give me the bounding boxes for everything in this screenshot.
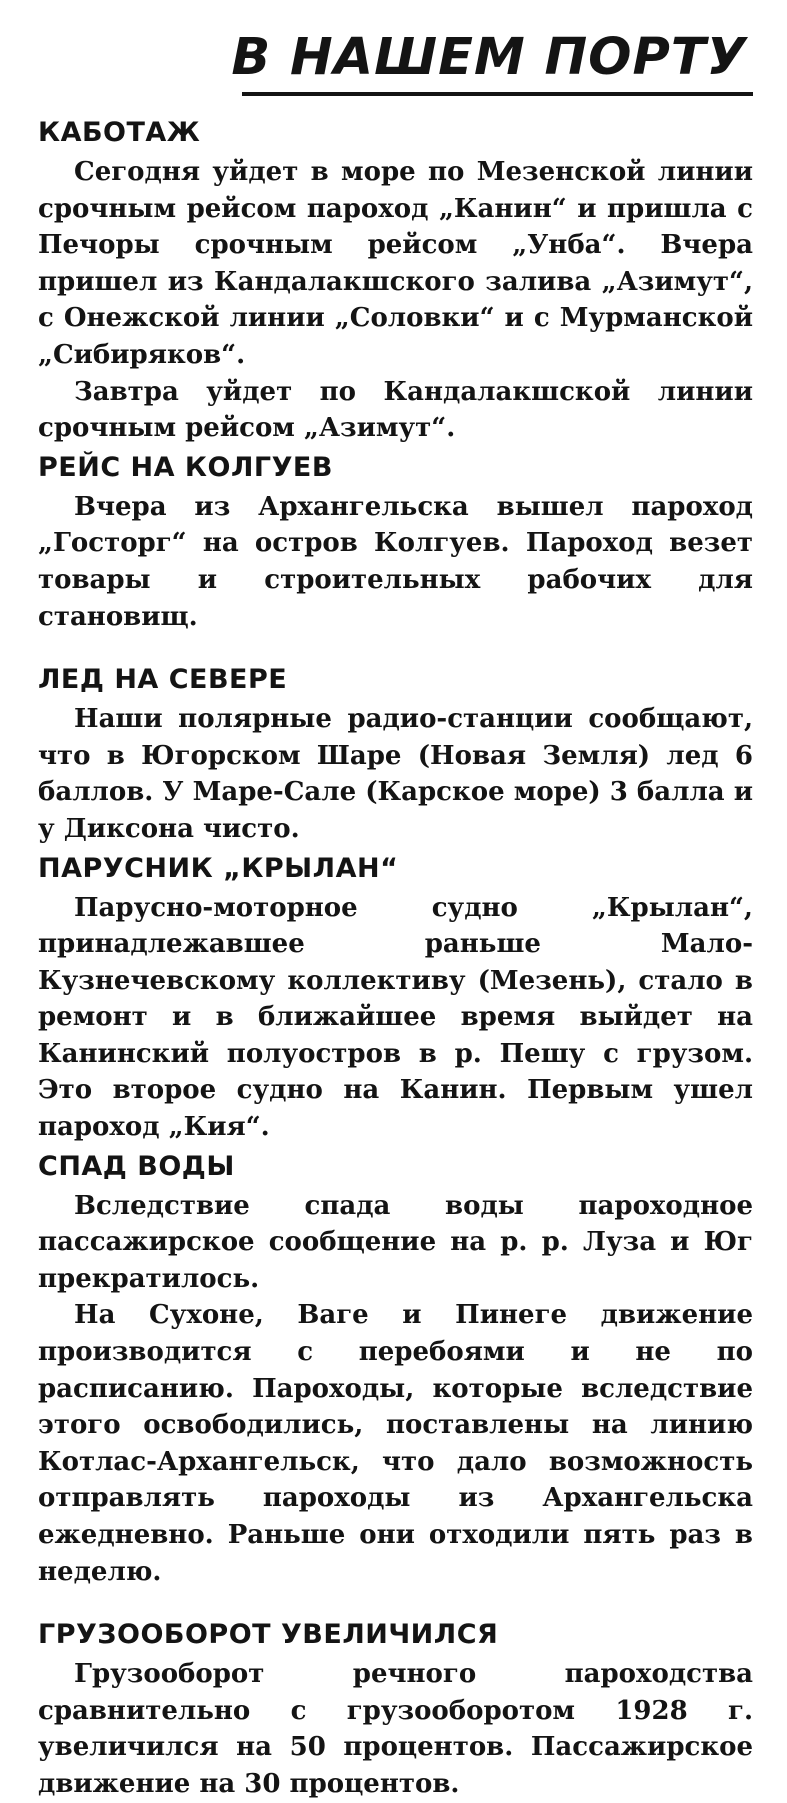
section-heading: СПАД ВОДЫ (38, 1150, 235, 1182)
section-paragraph: Парусно-моторное судно „Крылан“, принадлежавшее раньше Мало-Кузнечевскому коллективу (Мезень), стало в ремонт и в ближайшее время выйдет на Канинский полуостров в р. Пешу с грузом. Это второе судно на Канин. Первым ушел пароход „Кия“. (38, 892, 753, 1143)
section-heading: РЕЙС НА КОЛГУЕВ (38, 451, 333, 483)
section-paragraph: На Сухоне, Ваге и Пинеге движение производится с перебоями и не по расписанию. Пароходы, которые вследствие этого освободились, поставлены на линию Котлас-Архангельск, что дало возможность отправлять пароходы из Архангельска ежедневно. Раньше они отходили пять раз в неделю. (38, 1300, 753, 1587)
section-heading: ПАРУСНИК „КРЫЛАН“ (38, 852, 399, 884)
section-cargo-turnover (38, 1616, 753, 1802)
section-cabotage (38, 114, 753, 447)
section-heading: ЛЕД НА СЕВЕРЕ (38, 664, 288, 696)
section-water-drop (38, 1148, 753, 1591)
section-ice-north (38, 661, 753, 847)
section-paragraph: Сегодня уйдет в море по Мезенской линии срочным рейсом пароход „Канин“ и пришла с Печоры срочным рейсом „Унба“. Вчера пришел из Кандалакшского залива „Азимут“, с Онежской линии „Соловки“ и с Мурманской „Сибиряков“. (38, 157, 753, 370)
section-heading: КАБОТАЖ (38, 117, 201, 148)
section-paragraph: Вчера из Архангельска вышел пароход „Госторг“ на остров Колгуев. Пароход везет товары и строительных рабочих для становищ. (38, 491, 753, 632)
section-sailboat-krylan (38, 850, 753, 1146)
section-paragraph: Завтра уйдет по Кандалакшской линии срочным рейсом „Азимут“. (38, 376, 753, 444)
title-underline (242, 92, 753, 96)
section-kolguev-voyage (38, 449, 753, 635)
section-paragraph: Вследствие спада воды пароходное пассажирское сообщение на р. р. Луза и Юг прекратилось. (38, 1190, 753, 1294)
section-paragraph: Наши полярные радио-станции сообщают, что в Югорском Шаре (Новая Земля) лед 6 баллов. У Маре-Сале (Карское море) 3 балла и у Диксона чисто. (38, 704, 753, 844)
column-title: В НАШЕМ ПОРТУ (231, 28, 747, 87)
section-heading: ГРУЗООБОРОТ УВЕЛИЧИЛСЯ (38, 1619, 499, 1651)
section-paragraph: Грузооборот речного пароходства сравнительно с грузооборотом 1928 г. увеличился на 50 процентов. Пассажирское движение на 30 процентов. (38, 1659, 753, 1799)
